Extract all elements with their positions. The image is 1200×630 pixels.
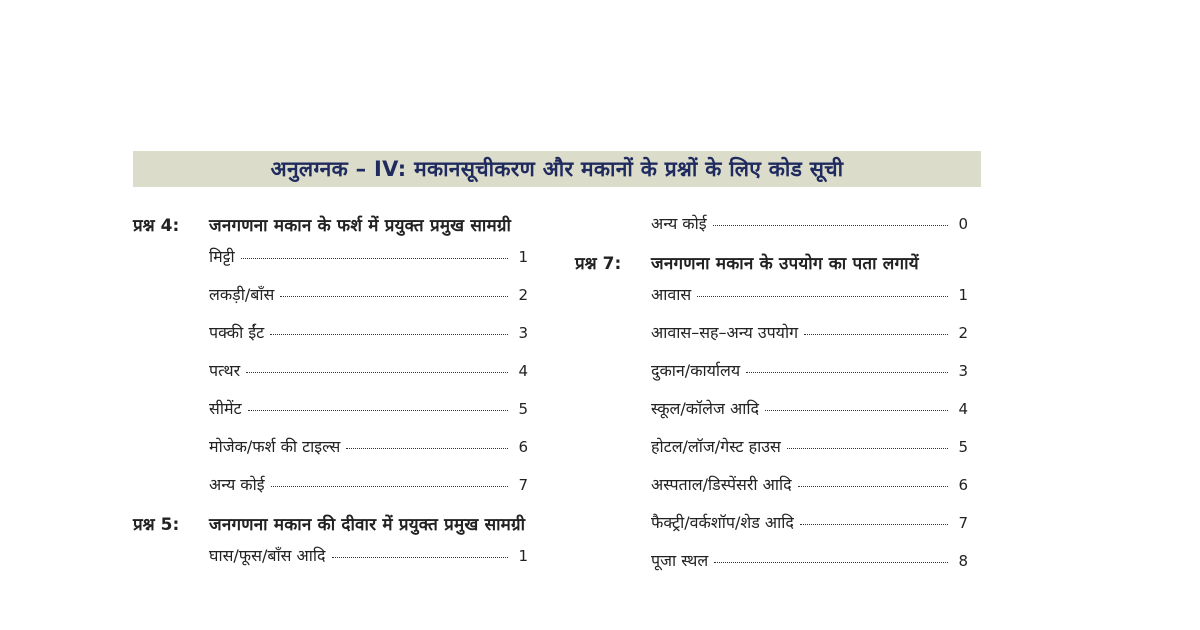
option-label: होटल/लॉज/गेस्ट हाउस bbox=[651, 437, 781, 456]
question-4-text: जनगणना मकान के फर्श में प्रयुक्त प्रमुख सामग्री bbox=[209, 216, 512, 236]
option-label: लकड़ी/बाँस bbox=[209, 285, 275, 304]
left-column bbox=[133, 212, 528, 582]
option-code: 6 bbox=[958, 476, 968, 494]
option-label: अस्पताल/डिस्पेंसरी आदि bbox=[651, 475, 792, 494]
option-label: घास/फूस/बाँस आदि bbox=[209, 546, 326, 565]
option-code: 5 bbox=[518, 400, 528, 418]
option-label: सीमेंट bbox=[209, 399, 242, 418]
list-item bbox=[651, 473, 968, 511]
option-code: 5 bbox=[958, 438, 968, 456]
list-item bbox=[209, 245, 528, 283]
option-code: 1 bbox=[518, 547, 528, 565]
list-item bbox=[651, 435, 968, 473]
option-code: 2 bbox=[958, 324, 968, 342]
question-4 bbox=[133, 212, 528, 241]
dot-leader bbox=[241, 258, 508, 259]
list-item bbox=[651, 397, 968, 435]
option-code: 8 bbox=[958, 552, 968, 570]
dot-leader bbox=[246, 372, 508, 373]
option-label: आवास bbox=[651, 285, 692, 304]
list-item bbox=[209, 473, 528, 511]
page-title: अनुलग्नक – IV: मकानसूचीकरण और मकानों के प्रश्नों के लिए कोड सूची bbox=[270, 157, 844, 181]
list-item bbox=[651, 283, 968, 321]
title-banner bbox=[133, 151, 981, 187]
option-code: 1 bbox=[518, 248, 528, 266]
dot-leader bbox=[714, 562, 948, 563]
list-item bbox=[209, 544, 528, 582]
option-code: 4 bbox=[518, 362, 528, 380]
dot-leader bbox=[280, 296, 508, 297]
option-label: फैक्ट्री/वर्कशॉप/शेड आदि bbox=[651, 513, 794, 532]
list-item bbox=[209, 283, 528, 321]
list-item bbox=[651, 549, 968, 587]
option-code: 2 bbox=[518, 286, 528, 304]
option-code: 7 bbox=[958, 514, 968, 532]
dot-leader bbox=[271, 486, 508, 487]
option-code: 6 bbox=[518, 438, 528, 456]
dot-leader bbox=[746, 372, 948, 373]
option-label: अन्य कोई bbox=[651, 214, 707, 233]
dot-leader bbox=[697, 296, 948, 297]
question-7-text: जनगणना मकान के उपयोग का पता लगायें bbox=[651, 254, 919, 274]
question-5-label: प्रश्न 5: bbox=[133, 515, 180, 535]
option-label: स्कूल/कॉलेज आदि bbox=[651, 399, 759, 418]
dot-leader bbox=[248, 410, 508, 411]
question-4-label: प्रश्न 4: bbox=[133, 216, 180, 236]
dot-leader bbox=[332, 557, 508, 558]
list-item bbox=[209, 435, 528, 473]
option-code: 1 bbox=[958, 286, 968, 304]
dot-leader bbox=[346, 448, 508, 449]
question-7 bbox=[575, 250, 968, 279]
dot-leader bbox=[798, 486, 948, 487]
option-label: मिट्टी bbox=[209, 247, 235, 266]
option-label: पत्थर bbox=[209, 361, 241, 380]
dot-leader bbox=[804, 334, 948, 335]
dot-leader bbox=[270, 334, 508, 335]
option-label: पक्की ईंट bbox=[209, 323, 265, 342]
option-code: 7 bbox=[518, 476, 528, 494]
dot-leader bbox=[765, 410, 948, 411]
question-5 bbox=[133, 511, 528, 540]
dot-leader bbox=[800, 524, 948, 525]
right-column bbox=[575, 212, 968, 587]
question-5-text: जनगणना मकान की दीवार में प्रयुक्त प्रमुख सामग्री bbox=[209, 515, 526, 535]
dot-leader bbox=[787, 448, 948, 449]
dot-leader bbox=[713, 225, 948, 226]
option-code: 3 bbox=[958, 362, 968, 380]
option-code: 0 bbox=[958, 215, 968, 233]
list-item bbox=[209, 359, 528, 397]
question-7-label: प्रश्न 7: bbox=[575, 254, 622, 274]
list-item bbox=[651, 359, 968, 397]
option-code: 4 bbox=[958, 400, 968, 418]
option-label: दुकान/कार्यालय bbox=[651, 361, 741, 380]
list-item bbox=[651, 212, 968, 250]
option-label: मोजेक/फर्श की टाइल्स bbox=[209, 437, 341, 456]
option-label: आवास–सह–अन्य उपयोग bbox=[651, 323, 799, 342]
list-item bbox=[209, 321, 528, 359]
list-item bbox=[209, 397, 528, 435]
option-label: पूजा स्थल bbox=[651, 551, 709, 570]
option-label: अन्य कोई bbox=[209, 475, 265, 494]
list-item bbox=[651, 511, 968, 549]
list-item bbox=[651, 321, 968, 359]
option-code: 3 bbox=[518, 324, 528, 342]
